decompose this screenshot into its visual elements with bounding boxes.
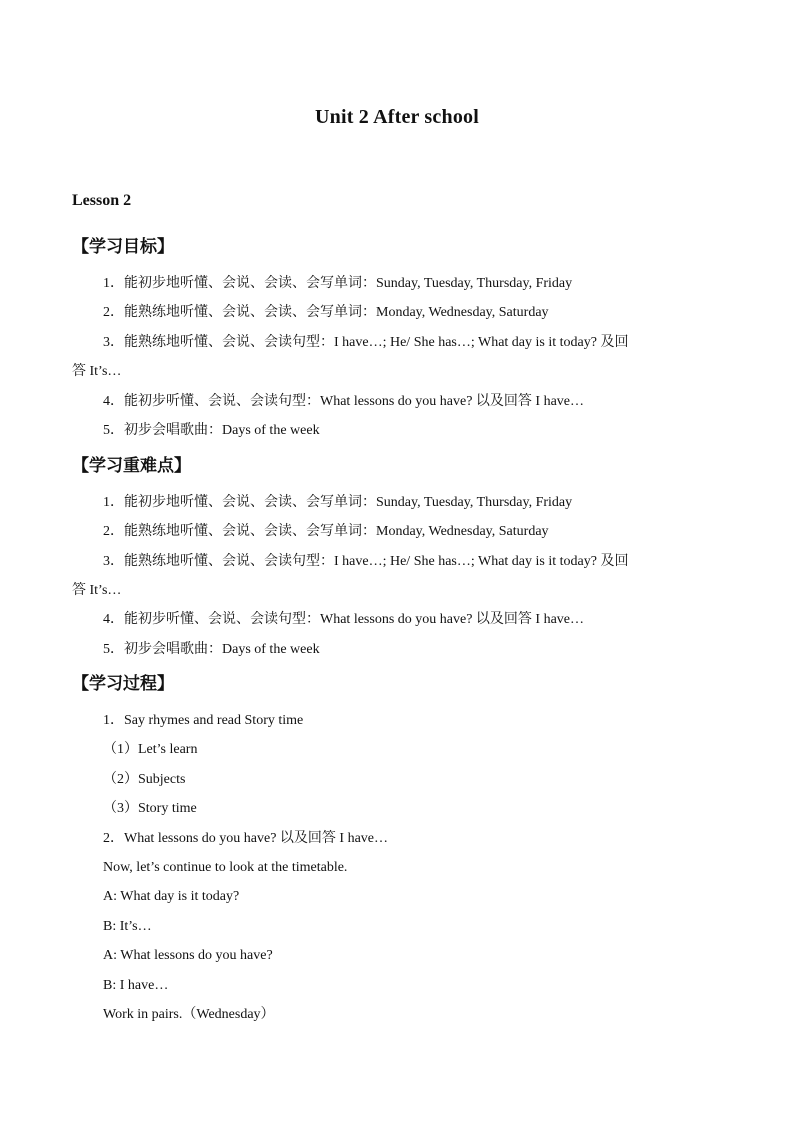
process-subitem: （1）Let’s learn	[103, 742, 198, 757]
dialogue-line: A: What day is it today?	[103, 889, 240, 904]
dialogue-line: B: I have…	[103, 978, 169, 993]
goal-item: 2．能熟练地听懂、会说、会读、会写单词：Monday, Wednesday, Saturday	[103, 305, 549, 320]
lesson-label: Lesson 2	[72, 192, 132, 209]
process-item: 2．What lessons do you have? 以及回答 I have…	[103, 831, 388, 846]
goal-item: 1．能初步地听懂、会说、会读、会写单词：Sunday, Tuesday, Thursday, Friday	[103, 276, 573, 291]
process-text: Work in pairs.（Wednesday）	[103, 1007, 275, 1022]
document-title: Unit 2 After school	[315, 106, 479, 128]
section-heading-process: 【学习过程】	[72, 674, 174, 694]
section-heading-key-points: 【学习重难点】	[72, 456, 191, 476]
process-subitem: （3）Story time	[103, 801, 197, 816]
key-point-item: 4．能初步听懂、会说、会读句型：What lessons do you have? 以及回答 I have…	[103, 612, 584, 627]
key-point-item-continuation: 答 It’s…	[72, 583, 122, 598]
goal-item: 5．初步会唱歌曲：Days of the week	[103, 423, 320, 438]
goal-item: 3．能熟练地听懂、会说、会读句型：I have…; He/ She has…; What day is it today? 及回	[103, 335, 629, 350]
dialogue-line: B: It’s…	[103, 919, 152, 934]
process-subitem: （2）Subjects	[103, 772, 186, 787]
section-heading-goals: 【学习目标】	[72, 237, 174, 257]
process-item: 1．Say rhymes and read Story time	[103, 713, 304, 728]
dialogue-line: A: What lessons do you have?	[103, 948, 273, 963]
key-point-item: 3．能熟练地听懂、会说、会读句型：I have…; He/ She has…; What day is it today? 及回	[103, 554, 629, 569]
process-text: Now, let’s continue to look at the timetable.	[103, 860, 348, 875]
goal-item: 4．能初步听懂、会说、会读句型：What lessons do you have? 以及回答 I have…	[103, 394, 584, 409]
goal-item-continuation: 答 It’s…	[72, 364, 122, 379]
key-point-item: 2．能熟练地听懂、会说、会读、会写单词：Monday, Wednesday, Saturday	[103, 524, 549, 539]
key-point-item: 5．初步会唱歌曲：Days of the week	[103, 642, 320, 657]
key-point-item: 1．能初步地听懂、会说、会读、会写单词：Sunday, Tuesday, Thursday, Friday	[103, 495, 573, 510]
